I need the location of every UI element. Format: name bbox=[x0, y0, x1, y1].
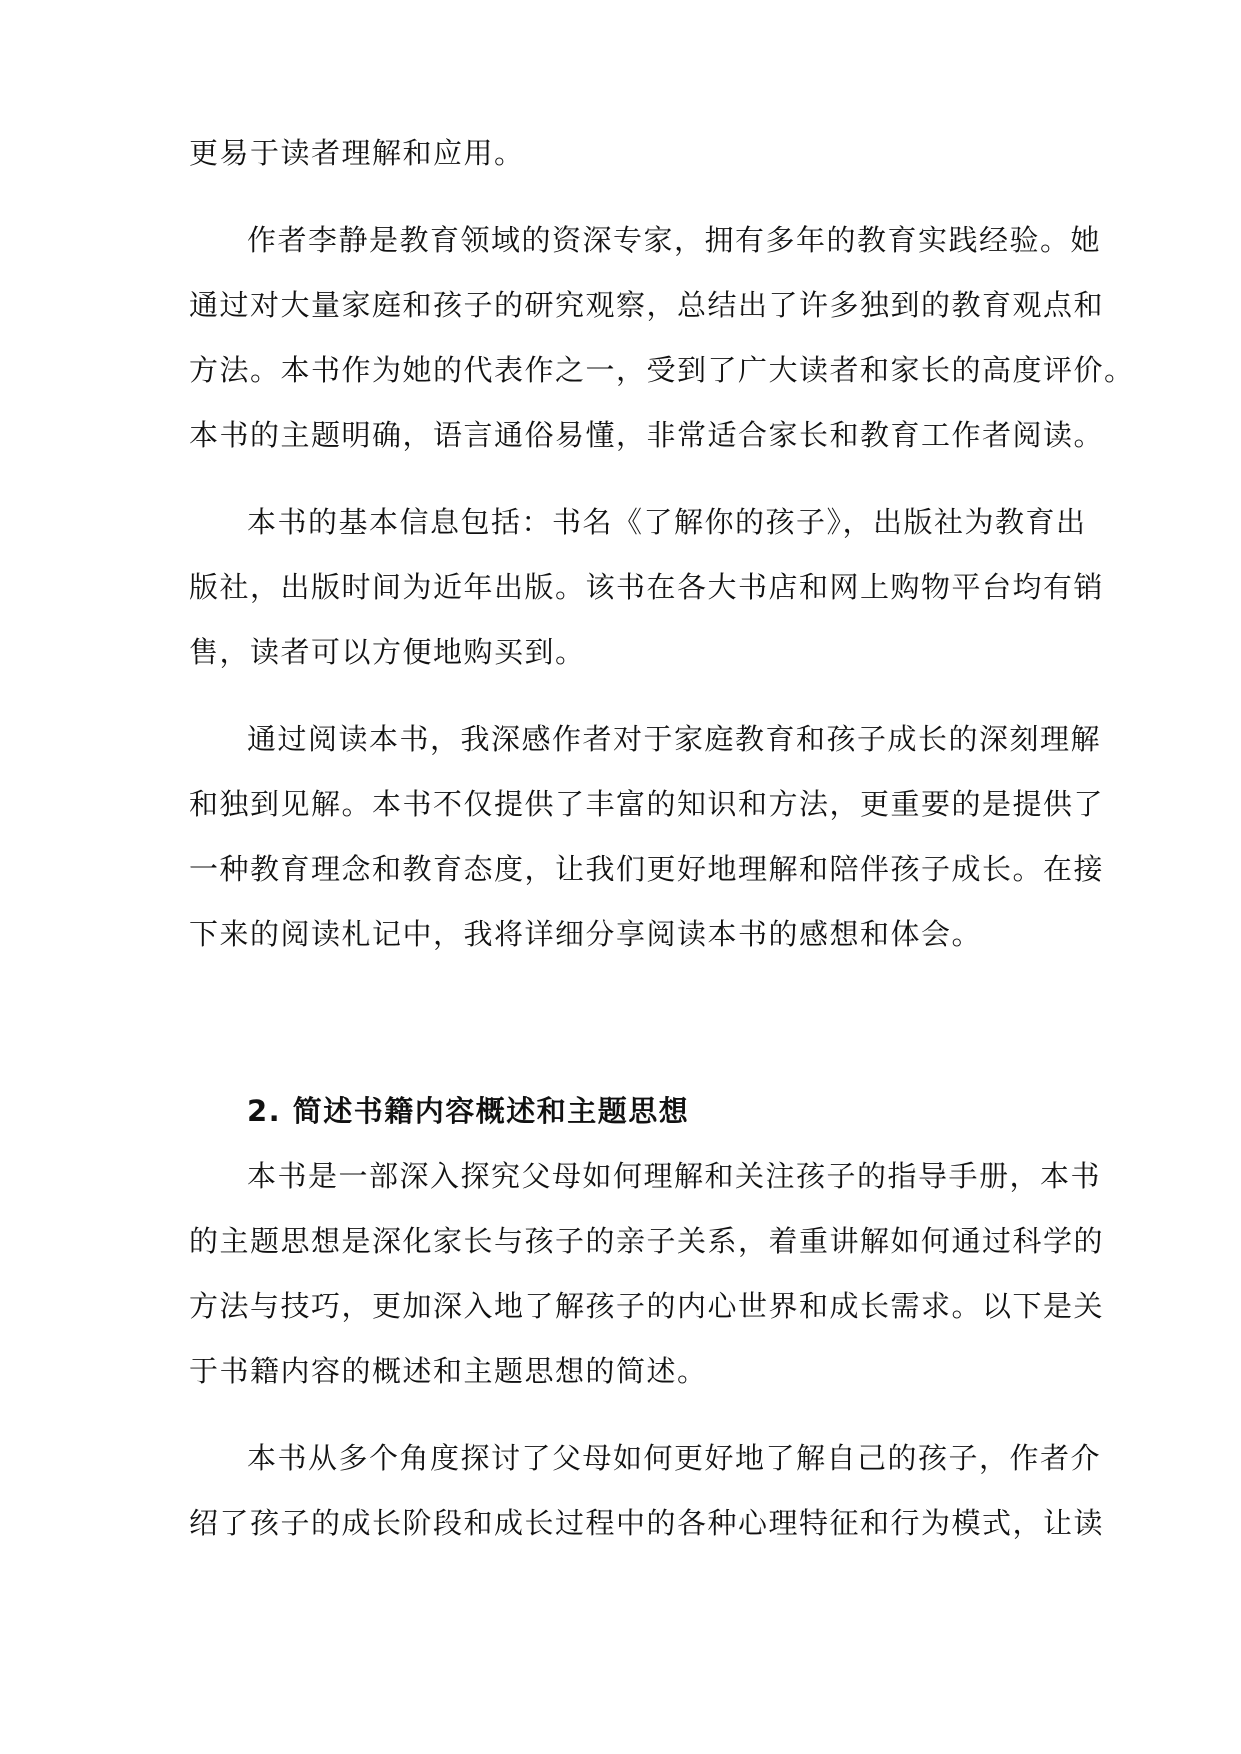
text-line: 和独到见解。本书不仅提供了丰富的知识和方法，更重要的是提供了 bbox=[189, 787, 1105, 821]
body-text-upper bbox=[189, 121, 1135, 967]
text-line: 通过对大量家庭和孩子的研究观察，总结出了许多独到的教育观点和 bbox=[189, 288, 1105, 322]
text-line: 方法。本书作为她的代表作之一，受到了广大读者和家长的高度评价。 bbox=[189, 353, 1135, 387]
section-heading: 2. 简述书籍内容概述和主题思想 bbox=[247, 1094, 690, 1128]
text-line: 下来的阅读札记中，我将详细分享阅读本书的感想和体会。 bbox=[189, 917, 983, 951]
text-line: 本书的主题明确，语言通俗易懂，非常适合家长和教育工作者阅读。 bbox=[189, 418, 1105, 452]
paragraph-gap bbox=[189, 468, 1061, 490]
text-line: 本书是一部深入探究父母如何理解和关注孩子的指导手册，本书 bbox=[247, 1159, 1102, 1193]
text-line: 售，读者可以方便地购买到。 bbox=[189, 635, 586, 669]
body-text-lower bbox=[189, 1144, 1105, 1556]
text-line: 本书的基本信息包括：书名《了解你的孩子》，出版社为教育出 bbox=[247, 505, 1087, 539]
text-line: 更易于读者理解和应用。 bbox=[189, 136, 525, 170]
paragraph-gap bbox=[189, 1404, 1061, 1426]
text-line: 方法与技巧，更加深入地了解孩子的内心世界和成长需求。以下是关 bbox=[189, 1289, 1105, 1323]
text-line: 绍了孩子的成长阶段和成长过程中的各种心理特征和行为模式，让读 bbox=[189, 1506, 1105, 1540]
text-line: 版社，出版时间为近年出版。该书在各大书店和网上购物平台均有销 bbox=[189, 570, 1105, 604]
text-line: 一种教育理念和教育态度，让我们更好地理解和陪伴孩子成长。在接 bbox=[189, 852, 1105, 886]
paragraph-gap bbox=[189, 685, 1061, 707]
text-line: 本书从多个角度探讨了父母如何更好地了解自己的孩子，作者介 bbox=[247, 1441, 1102, 1475]
paragraph-gap bbox=[189, 186, 1061, 208]
text-line: 于书籍内容的概述和主题思想的简述。 bbox=[189, 1354, 708, 1388]
text-line: 的主题思想是深化家长与孩子的亲子关系，着重讲解如何通过科学的 bbox=[189, 1224, 1105, 1258]
text-line: 作者李静是教育领域的资深专家，拥有多年的教育实践经验。她 bbox=[247, 223, 1102, 257]
text-line: 通过阅读本书，我深感作者对于家庭教育和孩子成长的深刻理解 bbox=[247, 722, 1102, 756]
